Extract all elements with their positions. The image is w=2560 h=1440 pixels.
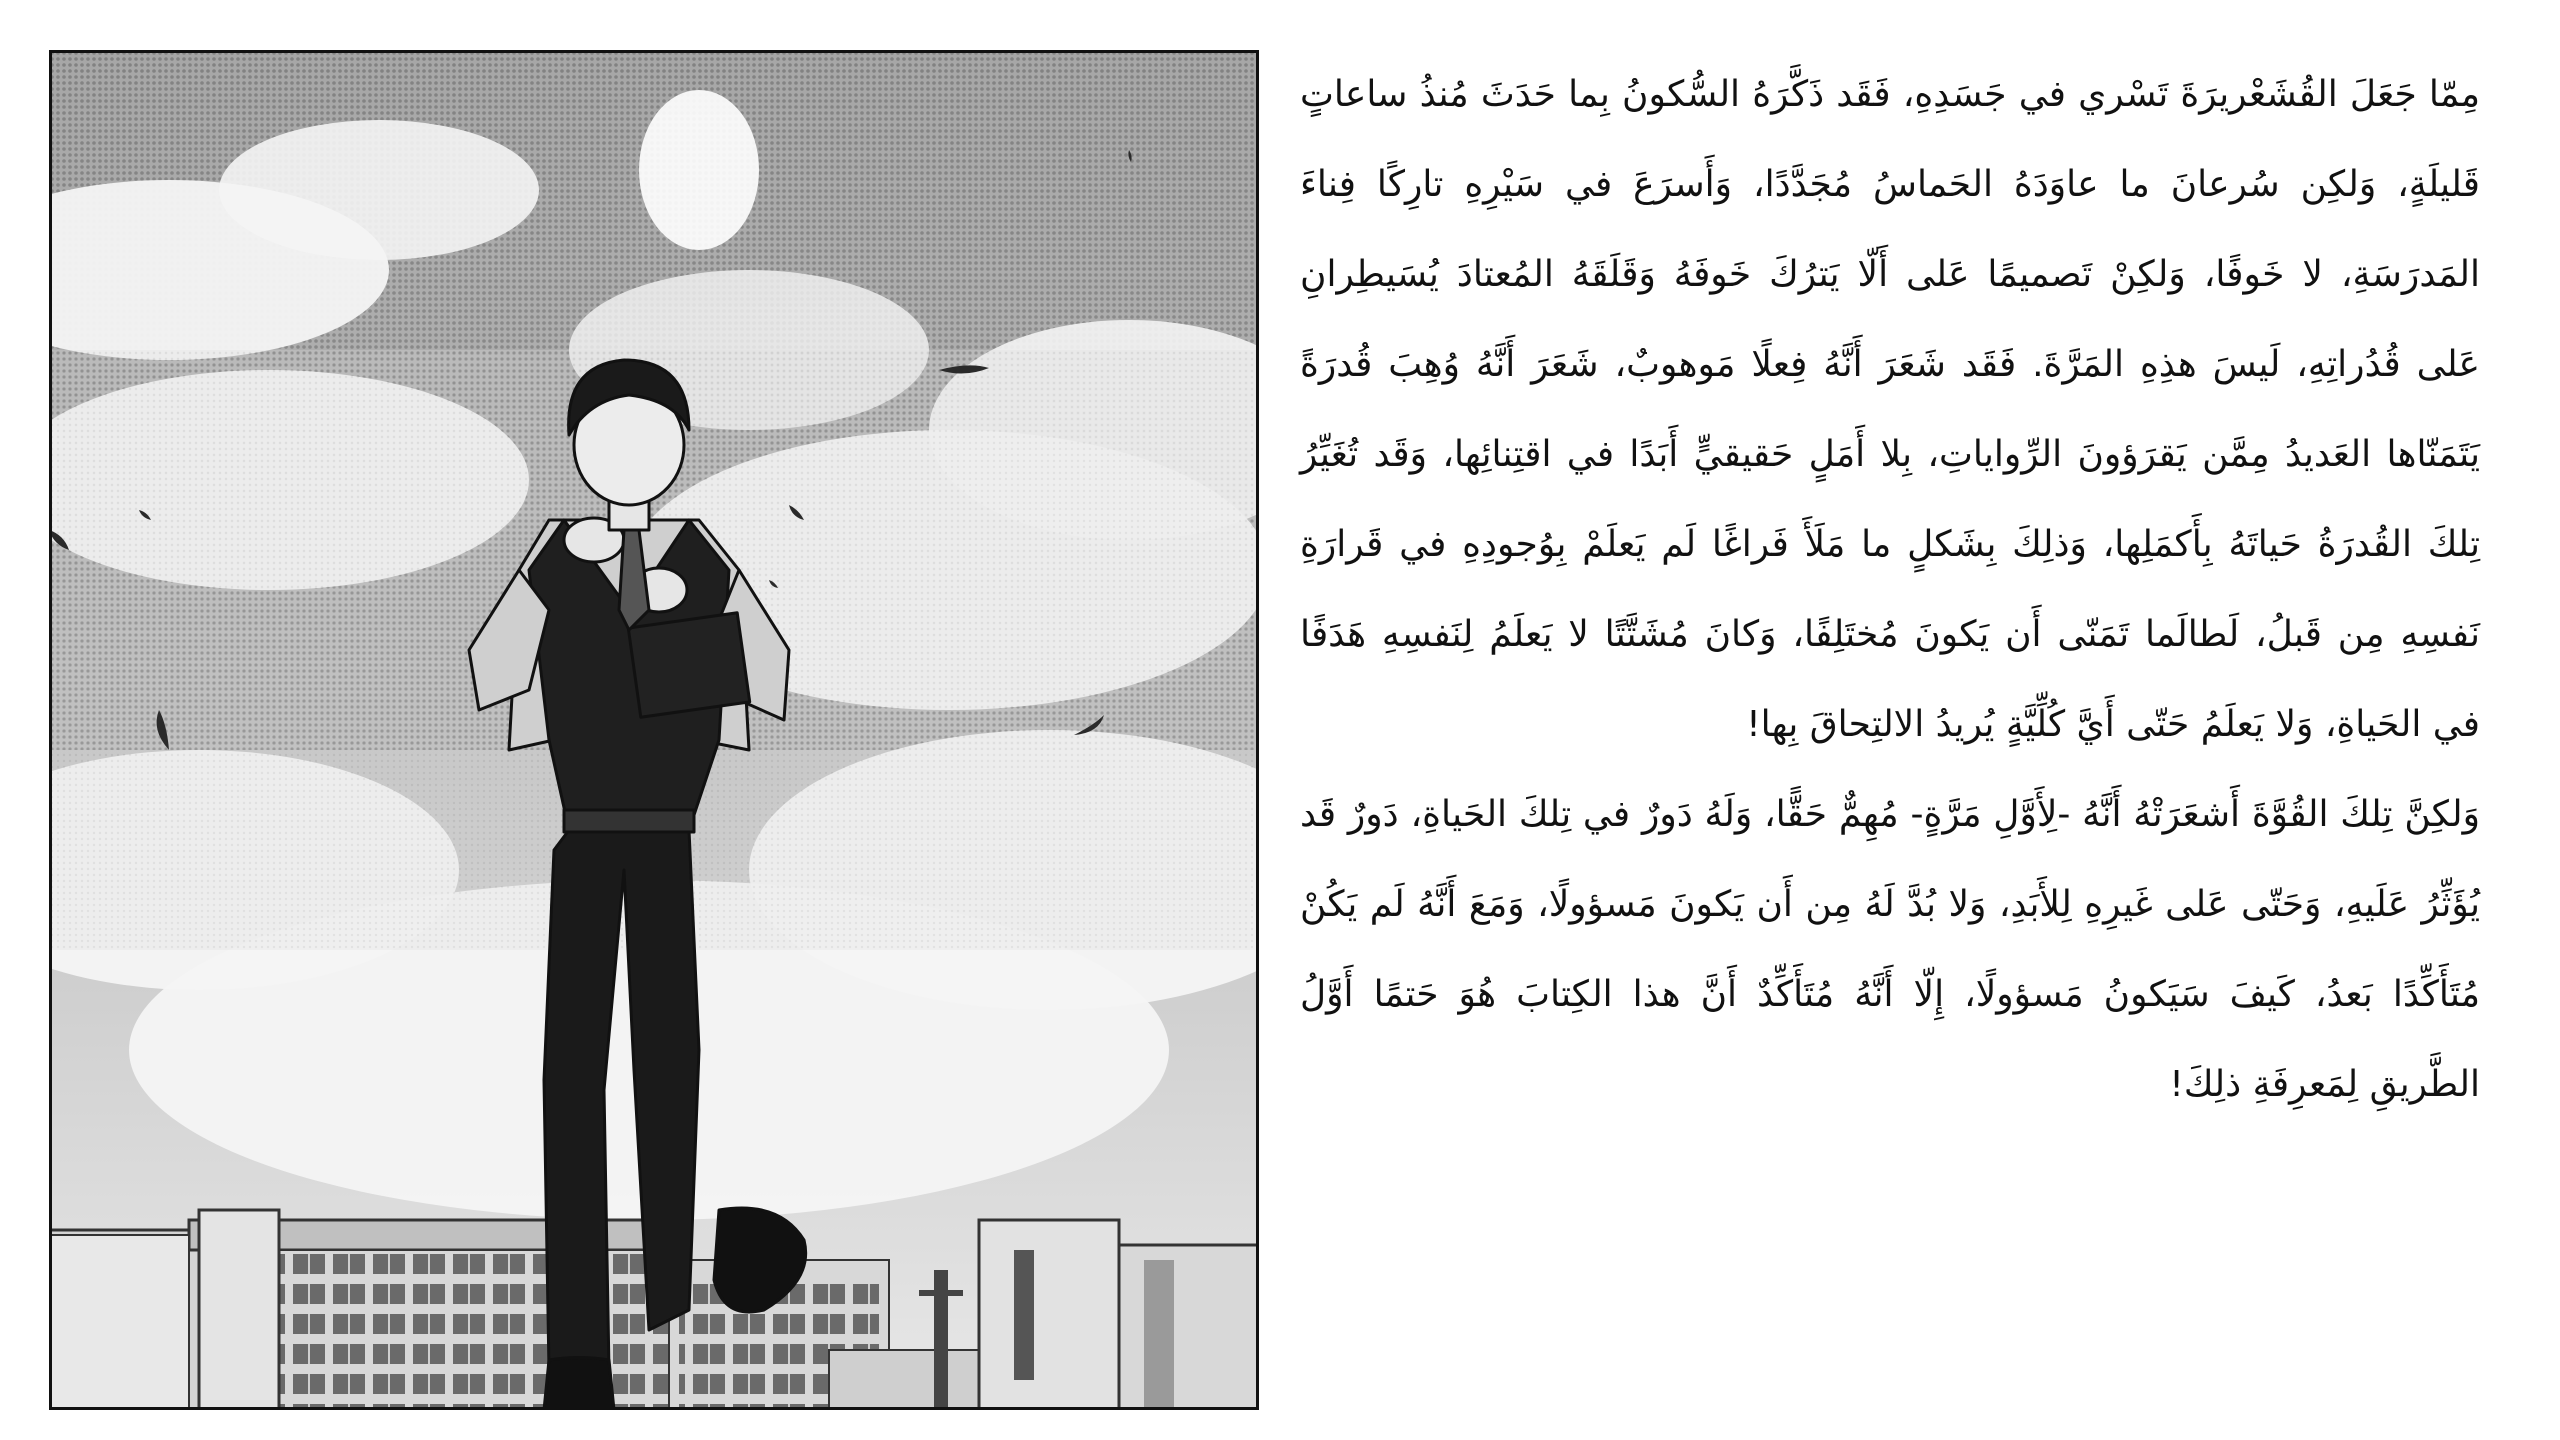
manga-panel-boy-walking-image (49, 50, 1259, 1410)
manga-panel-svg (49, 50, 1259, 1410)
story-text-column (1300, 50, 2480, 1390)
story-paragraph-1: مِمّا جَعَلَ القُشَعْريرَةَ تَسْري في جَسَدِهِ، فَقَد ذَكَّرَهُ السُّكونُ بِما حَدَثَ مُنذُ ساعاتٍ قَليلَةٍ، وَلكِن سُرعانَ ما عاوَدَهُ الحَماسُ مُجَدَّدًا، وَأَسرَعَ في سَيْرِهِ تارِكًا فِناءَ المَدرَسَةِ، لا خَوفًا، وَلكِنْ تَصميمًا عَلى أَلّا يَترُكَ خَوفَهُ وَقَلَقَهُ المُعتادَ يُسَيطِرانِ عَلى قُدُراتِهِ، لَيسَ هذِهِ المَرَّةَ. فَقَد شَعَرَ أَنَّهُ فِعلًا مَوهوبٌ، شَعَرَ أَنَّهُ وُهِبَ قُدرَةً يَتَمَنّاها العَديدُ مِمَّن يَقرَؤونَ الرِّواياتِ، بِلا أَمَلٍ حَقيقيٍّ أَبَدًا في اقتِنائِها، وَقَد تُغَيِّرُ تِلكَ القُدرَةُ حَياتَهُ بِأَكمَلِها، وَذلِكَ بِشَكلٍ ما مَلَأَ فَراغًا لَم يَعلَمْ بِوُجودِهِ في قَرارَةِ نَفسِهِ مِن قَبلُ، لَطالَما تَمَنّى أَن يَكونَ مُختَلِفًا، وَكانَ مُشَتَّتًا لا يَعلَمُ لِنَفسِهِ هَدَفًا في الحَياةِ، وَلا يَعلَمُ حَتّى أَيَّ كُلِّيَّةٍ يُريدُ الالتِحاقَ بِها! (1300, 74, 2480, 745)
story-paragraph-2: وَلكِنَّ تِلكَ القُوَّةَ أَشعَرَتْهُ أَنَّهُ -لِأَوَّلِ مَرَّةٍ- مُهِمٌّ حَقًّا، وَلَهُ دَورٌ في تِلكَ الحَياةِ، دَورٌ قَد يُؤَثِّرُ عَلَيهِ، وَحَتّى عَلى غَيرِهِ لِلأَبَدِ، وَلا بُدَّ لَهُ مِن أَن يَكونَ مَسؤولًا، وَمَعَ أَنَّهُ لَم يَكُنْ مُتَأَكِّدًا بَعدُ، كَيفَ سَيَكونُ مَسؤولًا، إِلّا أَنَّهُ مُتَأَكِّدٌ أَنَّ هذا الكِتابَ هُوَ حَتمًا أَوَّلُ الطَّريقِ لِمَعرِفَةِ ذلِكَ! (1300, 794, 2480, 1105)
